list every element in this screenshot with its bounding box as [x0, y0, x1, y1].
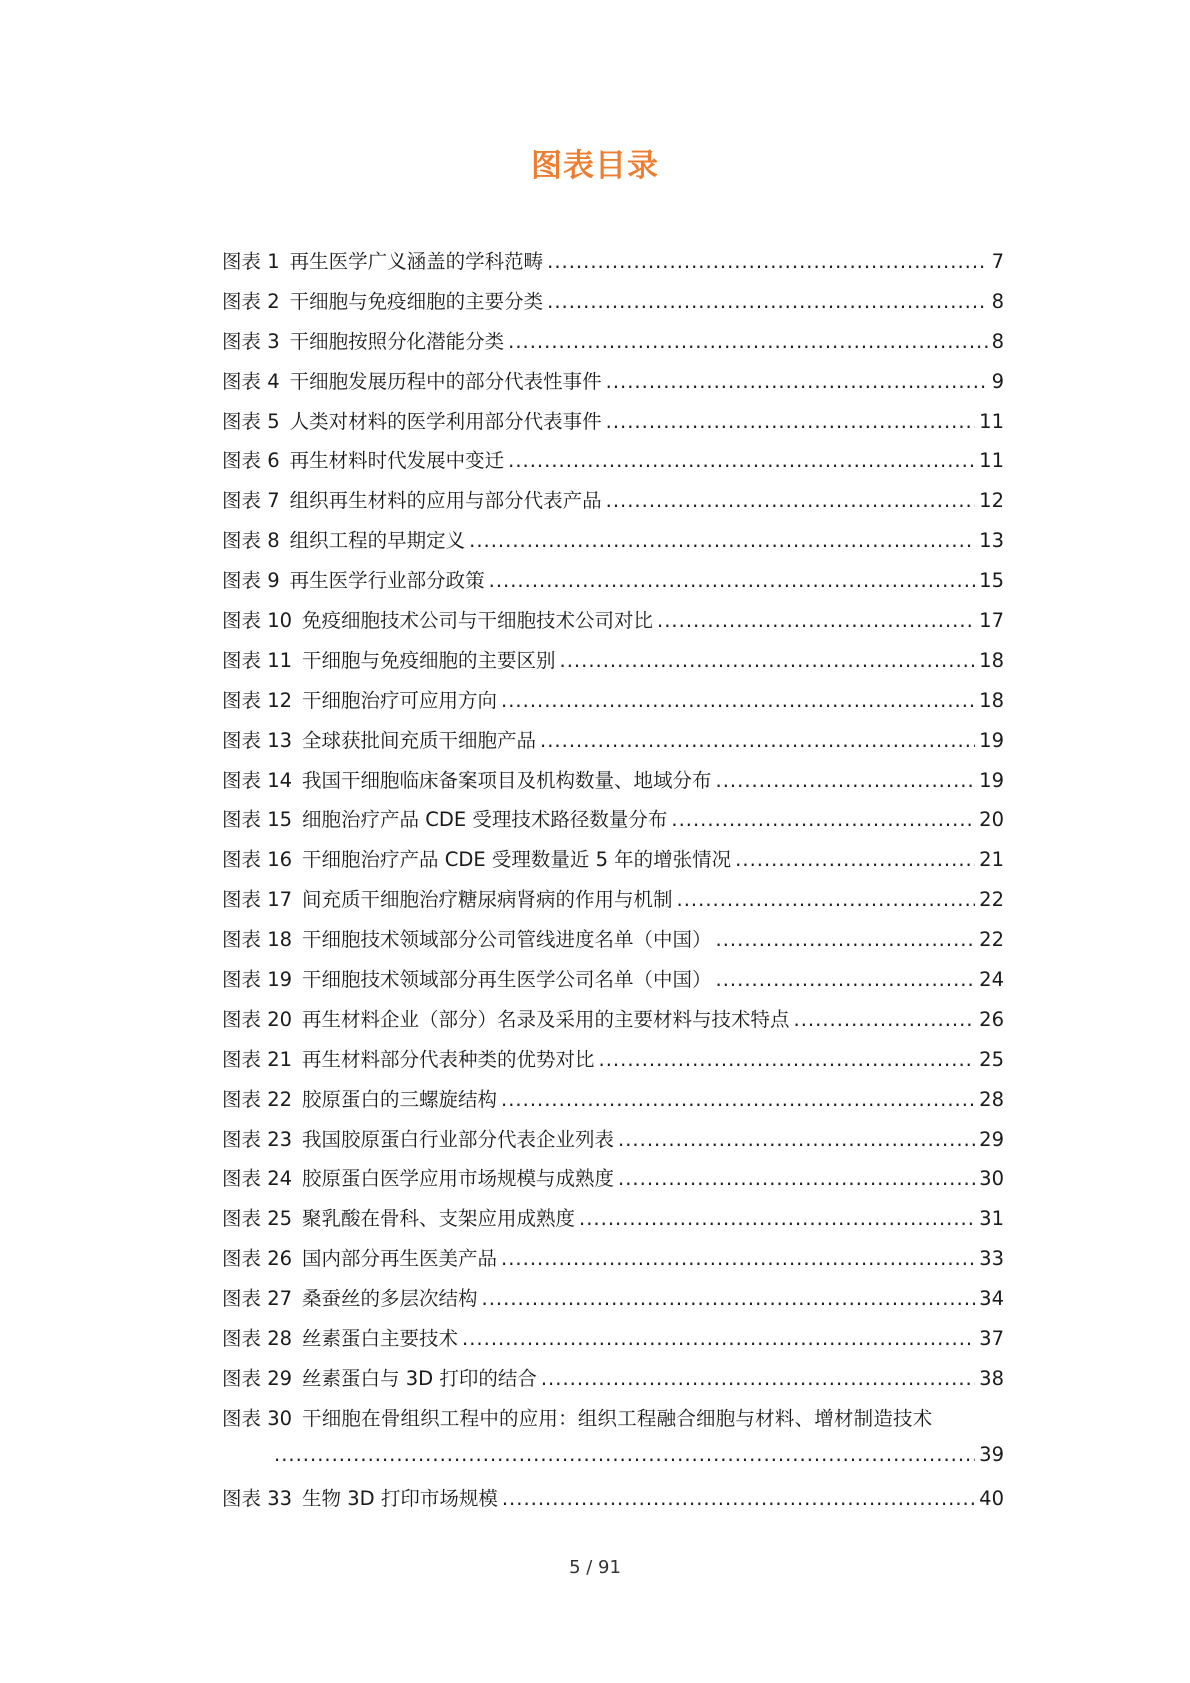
toc-entry-page: 22 — [979, 888, 1004, 912]
toc-entry-title: 干细胞技术领域部分公司管线进度名单（中国） — [302, 928, 712, 952]
toc-entry[interactable] — [222, 525, 1004, 565]
toc-leader-dots — [716, 968, 976, 991]
toc-leader-dots — [671, 808, 975, 831]
toc-entry-label: 图表 26 — [222, 1247, 293, 1271]
toc-entry[interactable] — [222, 485, 1004, 525]
toc-entry-title: 间充质干细胞治疗糖尿病肾病的作用与机制 — [302, 888, 673, 912]
toc-entry-title: 我国胶原蛋白行业部分代表企业列表 — [302, 1127, 615, 1151]
toc-leader-dots — [541, 1367, 975, 1390]
toc-entry-title: 生物 3D 打印市场规模 — [302, 1486, 498, 1510]
toc-entry-label: 图表 7 — [222, 489, 280, 513]
toc-entry[interactable] — [222, 1203, 1004, 1243]
toc-entry-page: 11 — [979, 449, 1004, 473]
toc-entry-page: 7 — [991, 250, 1004, 273]
toc-entry[interactable] — [222, 1044, 1004, 1084]
toc-entry-page: 20 — [979, 808, 1004, 832]
toc-leader-dots — [618, 1167, 975, 1190]
toc-entry-title: 组织再生材料的应用与部分代表产品 — [289, 489, 602, 513]
toc-entry-title: 全球获批间充质干细胞产品 — [302, 728, 537, 752]
toc-leader-dots — [482, 1287, 976, 1310]
toc-entry-label: 图表 30 — [222, 1406, 293, 1430]
toc-entry-title: 再生材料企业（部分）名录及采用的主要材料与技术特点 — [302, 1007, 790, 1031]
toc-leader-dots — [489, 569, 976, 592]
toc-leader-dots — [606, 489, 976, 512]
toc-entry-page: 8 — [991, 289, 1004, 313]
toc-entry-label: 图表 22 — [222, 1087, 293, 1111]
toc-entry-page: 21 — [979, 848, 1004, 872]
toc-entry-title: 人类对材料的医学利用部分代表事件 — [289, 409, 602, 433]
toc-leader-dots — [462, 1327, 975, 1350]
toc-leader-dots — [547, 250, 987, 273]
toc-entry-label: 图表 24 — [222, 1167, 293, 1191]
toc-entry-label: 图表 16 — [222, 848, 293, 872]
toc-entry-page: 34 — [979, 1287, 1004, 1311]
toc-leader-dots — [501, 689, 975, 712]
toc-leader-dots — [274, 1443, 975, 1466]
toc-entry-title: 干细胞治疗可应用方向 — [302, 688, 498, 712]
toc-entry-page: 15 — [979, 569, 1004, 593]
toc-entry[interactable] — [222, 1283, 1004, 1323]
toc-leader-dots — [716, 769, 976, 792]
toc-entry[interactable] — [222, 1323, 1004, 1363]
toc-entry[interactable] — [222, 366, 1004, 406]
toc-leader-dots — [735, 848, 975, 871]
toc-entry-label: 图表 2 — [222, 289, 280, 313]
toc-entry[interactable] — [222, 1004, 1004, 1044]
toc-entry-page: 26 — [979, 1007, 1004, 1031]
toc-entry-page: 9 — [991, 369, 1004, 393]
toc-entry-label: 图表 17 — [222, 888, 293, 912]
toc-entry[interactable] — [222, 1243, 1004, 1283]
toc-entry[interactable] — [222, 565, 1004, 605]
toc-entry[interactable] — [222, 1443, 1004, 1483]
page-title: 图表目录 — [531, 148, 659, 184]
toc-entry-label: 图表 23 — [222, 1127, 293, 1151]
toc-entry-title: 丝素蛋白与 3D 打印的结合 — [302, 1366, 537, 1390]
toc-entry-page: 22 — [979, 928, 1004, 952]
toc-entry-label: 图表 9 — [222, 569, 280, 593]
table-of-figures — [222, 246, 1004, 1523]
toc-entry-title: 胶原蛋白医学应用市场规模与成熟度 — [302, 1167, 615, 1191]
toc-entry[interactable] — [222, 246, 1004, 286]
toc-entry[interactable] — [222, 765, 1004, 805]
toc-leader-dots — [502, 1487, 975, 1510]
toc-leader-dots — [501, 1088, 975, 1111]
toc-entry-page: 37 — [979, 1327, 1004, 1351]
toc-entry-label: 图表 13 — [222, 728, 293, 752]
toc-leader-dots — [677, 888, 976, 911]
toc-entry-label: 图表 28 — [222, 1327, 293, 1351]
toc-entry-page: 8 — [991, 329, 1004, 353]
toc-entry[interactable] — [222, 326, 1004, 366]
toc-entry-label: 图表 3 — [222, 329, 280, 353]
toc-entry[interactable] — [222, 844, 1004, 884]
toc-leader-dots — [716, 928, 976, 951]
toc-entry-page: 17 — [979, 609, 1004, 633]
toc-entry[interactable] — [222, 685, 1004, 725]
toc-entry-label: 图表 33 — [222, 1486, 293, 1510]
toc-entry-title: 干细胞治疗产品 CDE 受理数量近 5 年的增张情况 — [302, 848, 732, 872]
toc-entry[interactable] — [222, 406, 1004, 446]
toc-leader-dots — [547, 290, 987, 313]
toc-entry-label: 图表 27 — [222, 1287, 293, 1311]
toc-entry-title: 国内部分再生医美产品 — [302, 1247, 498, 1271]
toc-entry-title: 干细胞与免疫细胞的主要分类 — [289, 289, 544, 313]
toc-entry-title: 再生医学广义涵盖的学科范畴 — [289, 250, 544, 273]
toc-entry[interactable] — [222, 1163, 1004, 1203]
toc-entry[interactable] — [222, 1363, 1004, 1403]
toc-entry-page: 12 — [979, 489, 1004, 513]
toc-entry-page: 38 — [979, 1366, 1004, 1390]
toc-entry-label: 图表 19 — [222, 968, 293, 992]
toc-entry-title: 干细胞发展历程中的部分代表性事件 — [289, 369, 602, 393]
toc-entry-label: 图表 11 — [222, 648, 293, 672]
toc-leader-dots — [508, 449, 975, 472]
toc-entry-page: 31 — [979, 1207, 1004, 1231]
toc-entry-title: 聚乳酸在骨科、支架应用成熟度 — [302, 1207, 576, 1231]
toc-entry-label: 图表 4 — [222, 369, 280, 393]
toc-entry-page: 25 — [979, 1047, 1004, 1071]
toc-entry[interactable] — [222, 1084, 1004, 1124]
toc-entry-label: 图表 29 — [222, 1366, 293, 1390]
toc-entry-label: 图表 5 — [222, 409, 280, 433]
toc-entry-page: 30 — [979, 1167, 1004, 1191]
toc-entry-title: 桑蚕丝的多层次结构 — [302, 1287, 478, 1311]
toc-entry-label: 图表 20 — [222, 1007, 293, 1031]
toc-entry[interactable] — [222, 725, 1004, 765]
toc-leader-dots — [794, 1008, 976, 1031]
toc-entry-page: 18 — [979, 648, 1004, 672]
toc-entry-page: 19 — [979, 768, 1004, 792]
toc-entry[interactable] — [222, 884, 1004, 924]
toc-entry-page: 40 — [979, 1486, 1004, 1510]
toc-entry[interactable] — [222, 445, 1004, 485]
toc-leader-dots — [599, 1048, 976, 1071]
toc-entry-page: 39 — [979, 1442, 1004, 1466]
toc-leader-dots — [618, 1128, 975, 1151]
toc-entry-title: 再生材料时代发展中变迁 — [289, 449, 505, 473]
toc-entry[interactable] — [222, 645, 1004, 685]
toc-entry-title: 干细胞技术领域部分再生医学公司名单（中国） — [302, 968, 712, 992]
toc-entry-title: 胶原蛋白的三螺旋结构 — [302, 1087, 498, 1111]
toc-entry-title: 干细胞在骨组织工程中的应用：组织工程融合细胞与材料、增材制造技术 — [302, 1406, 933, 1430]
toc-entry-page: 33 — [979, 1247, 1004, 1271]
toc-entry-label: 图表 6 — [222, 449, 280, 473]
toc-entry-page: 19 — [979, 728, 1004, 752]
page-number: 5 / 91 — [569, 1557, 621, 1578]
toc-entry-page: 28 — [979, 1087, 1004, 1111]
toc-entry-label: 图表 1 — [222, 250, 280, 273]
toc-leader-dots — [606, 410, 976, 433]
toc-entry-label: 图表 8 — [222, 529, 280, 553]
toc-entry[interactable] — [222, 1403, 1004, 1443]
toc-entry[interactable] — [222, 286, 1004, 326]
toc-entry[interactable] — [222, 964, 1004, 1004]
toc-entry-title: 细胞治疗产品 CDE 受理技术路径数量分布 — [302, 808, 668, 832]
toc-entry-page: 29 — [979, 1127, 1004, 1151]
toc-entry[interactable] — [222, 924, 1004, 964]
toc-entry-title: 组织工程的早期定义 — [289, 529, 466, 553]
toc-entry-label: 图表 14 — [222, 768, 293, 792]
toc-entry-label: 图表 25 — [222, 1207, 293, 1231]
toc-entry-page: 24 — [979, 968, 1004, 992]
toc-leader-dots — [469, 529, 975, 552]
toc-entry[interactable] — [222, 605, 1004, 645]
toc-leader-dots — [657, 609, 975, 632]
toc-entry-label: 图表 12 — [222, 688, 293, 712]
toc-entry-label: 图表 10 — [222, 609, 293, 633]
toc-entry-title: 我国干细胞临床备案项目及机构数量、地域分布 — [302, 768, 712, 792]
toc-entry-title: 免疫细胞技术公司与干细胞技术公司对比 — [302, 609, 654, 633]
toc-leader-dots — [606, 370, 988, 393]
toc-entry-title: 干细胞按照分化潜能分类 — [289, 329, 505, 353]
toc-entry-page: 11 — [979, 409, 1004, 433]
toc-entry-label: 图表 15 — [222, 808, 293, 832]
toc-entry-title: 丝素蛋白主要技术 — [302, 1327, 459, 1351]
toc-leader-dots — [579, 1207, 975, 1230]
toc-entry-title: 再生材料部分代表种类的优势对比 — [302, 1047, 595, 1071]
toc-leader-dots — [560, 649, 976, 672]
toc-leader-dots — [501, 1247, 975, 1270]
toc-leader-dots — [540, 729, 975, 752]
toc-entry-label: 图表 18 — [222, 928, 293, 952]
toc-entry-title: 再生医学行业部分政策 — [289, 569, 485, 593]
toc-entry[interactable] — [222, 1124, 1004, 1164]
toc-entry[interactable] — [222, 804, 1004, 844]
toc-leader-dots — [508, 330, 987, 353]
toc-entry-page: 18 — [979, 688, 1004, 712]
toc-entry-title: 干细胞与免疫细胞的主要区别 — [302, 648, 556, 672]
toc-entry[interactable] — [222, 1483, 1004, 1523]
toc-entry-label: 图表 21 — [222, 1047, 293, 1071]
toc-entry-page: 13 — [979, 529, 1004, 553]
